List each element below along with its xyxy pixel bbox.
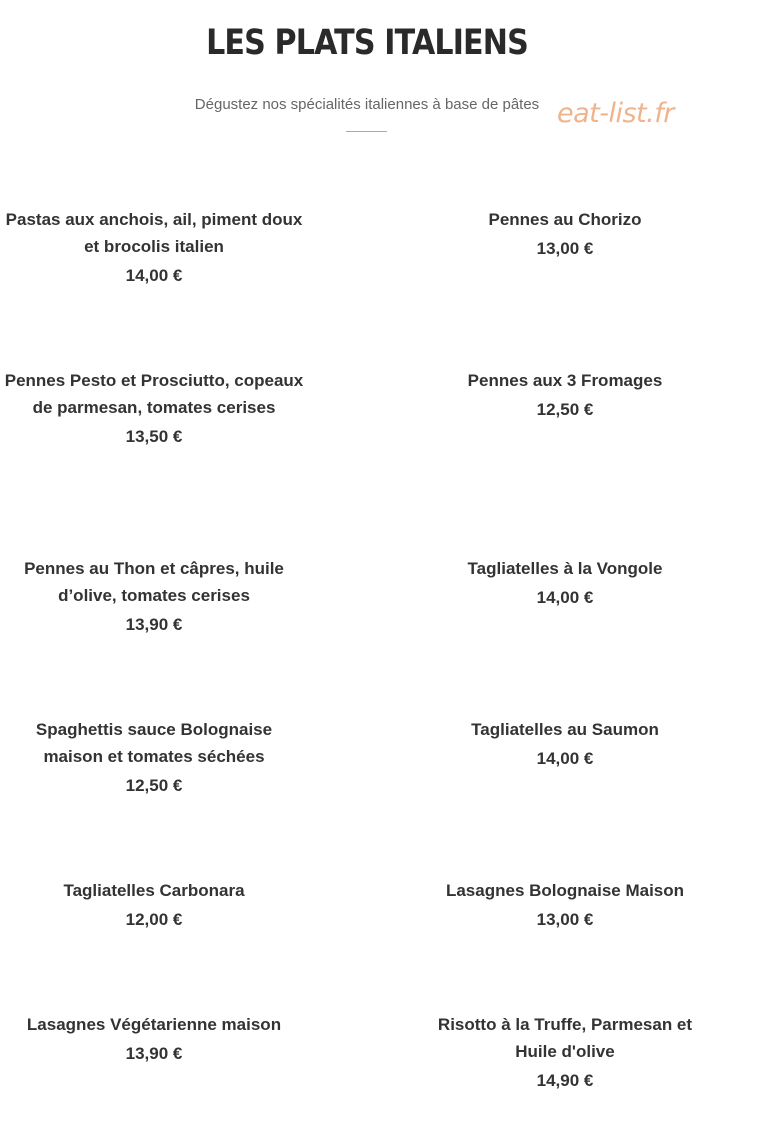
menu-item — [4, 206, 304, 286]
menu-item-name: Risotto à la Truffe, Parmesan et Huile d'olive — [437, 1015, 693, 1061]
menu-item — [4, 367, 304, 447]
menu-item — [4, 877, 304, 930]
menu-item-price: 13,00 € — [536, 910, 594, 929]
menu-item-name: Pennes Pesto et Prosciutto, copeaux de parmesan, tomates cerises — [4, 371, 304, 417]
menu-item-name: Pennes au Thon et câpres, huile d’olive, tomates cerises — [24, 559, 284, 605]
menu-item-name: Tagliatelles Carbonara — [63, 881, 245, 900]
menu-item — [4, 716, 304, 796]
menu-item-price: 14,90 € — [536, 1071, 594, 1090]
menu-item-name: Tagliatelles au Saumon — [471, 720, 659, 739]
menu-item — [415, 367, 715, 420]
watermark-logo: eat-list.fr — [557, 98, 674, 129]
menu-item-price: 13,90 € — [125, 1044, 183, 1063]
menu-item — [415, 555, 715, 608]
menu-item-price: 13,90 € — [125, 615, 183, 634]
menu-item-price: 12,50 € — [536, 400, 594, 419]
menu-item-price: 13,00 € — [536, 239, 594, 258]
menu-item-price: 13,50 € — [125, 427, 183, 446]
menu-item — [415, 877, 715, 930]
menu-item-name: Pastas aux anchois, ail, piment doux et brocolis italien — [5, 210, 303, 256]
menu-item-name: Tagliatelles à la Vongole — [467, 559, 663, 578]
menu-item-price: 12,00 € — [125, 910, 183, 929]
menu-item-price: 14,00 € — [125, 266, 183, 285]
menu-item-name: Spaghettis sauce Bolognaise maison et tomates séchées — [35, 720, 273, 766]
menu-item-price: 14,00 € — [536, 588, 594, 607]
page-title: LES PLATS ITALIENS — [206, 23, 528, 63]
menu-item-price: 12,50 € — [125, 776, 183, 795]
menu-item-name: Pennes au Chorizo — [488, 210, 642, 229]
menu-item-price: 14,00 € — [536, 749, 594, 768]
menu-item — [4, 555, 304, 635]
title-divider — [346, 131, 387, 132]
menu-item-name: Lasagnes Végétarienne maison — [26, 1015, 282, 1034]
menu-item — [415, 206, 715, 259]
menu-item — [415, 1011, 715, 1091]
menu-item — [4, 1011, 304, 1064]
menu-item-name: Pennes aux 3 Fromages — [467, 371, 663, 390]
page-subtitle: Dégustez nos spécialités italiennes à base de pâtes — [194, 96, 540, 113]
menu-item — [415, 716, 715, 769]
menu-item-name: Lasagnes Bolognaise Maison — [445, 881, 685, 900]
